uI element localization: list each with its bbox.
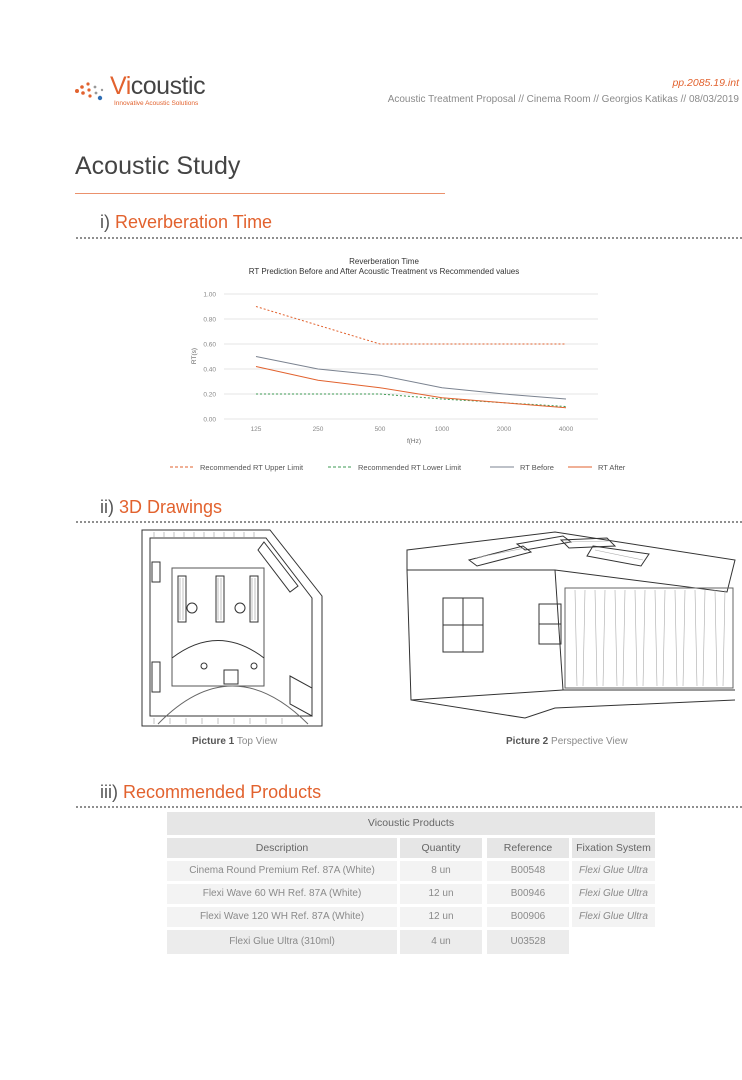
- legend-label: RT Before: [520, 463, 554, 472]
- column-header-fixation: Fixation System: [572, 838, 655, 858]
- legend-label: Recommended RT Lower Limit: [358, 463, 462, 472]
- chart-subtitle: RT Prediction Before and After Acoustic Treatment vs Recommended values: [248, 267, 520, 276]
- section-heading-drawings: ii) 3D Drawings: [100, 497, 223, 517]
- x-axis-label: f(Hz): [406, 438, 422, 445]
- y-tick-label: 0.20: [203, 391, 216, 399]
- legend-label: RT After: [598, 463, 626, 472]
- document-reference: pp.2085.19.int: [672, 77, 739, 89]
- x-tick-label: 250: [312, 426, 324, 433]
- y-tick-label: 0.40: [203, 366, 216, 374]
- table-cell-reference: U03528: [487, 930, 569, 954]
- chart-title: Reverberation Time: [349, 257, 419, 266]
- section-heading-products: iii) Recommended Products: [100, 782, 322, 802]
- legend-label: Recommended RT Upper Limit: [200, 463, 304, 472]
- x-tick-label: 1000: [434, 426, 450, 433]
- section-divider: [76, 521, 742, 523]
- table-cell-fixation: Flexi Glue Ultra: [572, 907, 655, 927]
- x-tick-label: 4000: [558, 426, 574, 433]
- column-header-quantity: Quantity: [400, 838, 482, 858]
- perspective-view-drawing: [405, 530, 740, 725]
- table-cell-reference: B00548: [487, 861, 569, 881]
- table-title: Vicoustic Products: [167, 812, 655, 835]
- reverberation-chart: [160, 250, 640, 480]
- caption-perspective-view: Picture 2 Perspective View: [506, 736, 628, 747]
- title-underline: [75, 193, 445, 194]
- table-cell-fixation: Flexi Glue Ultra: [572, 884, 655, 904]
- table-cell-description: Flexi Glue Ultra (310ml): [167, 930, 397, 954]
- vicoustic-logo-icon: [74, 78, 108, 104]
- column-header-reference: Reference: [487, 838, 569, 858]
- table-cell-reference: B00906: [487, 907, 569, 927]
- table-cell-quantity: 12 un: [400, 884, 482, 904]
- document-meta: Acoustic Treatment Proposal // Cinema Room // Georgios Katikas // 08/03/2019: [387, 94, 739, 105]
- table-cell-description: Cinema Round Premium Ref. 87A (White): [167, 861, 397, 881]
- table-cell-description: Flexi Wave 60 WH Ref. 87A (White): [167, 884, 397, 904]
- y-tick-label: 1.00: [203, 291, 216, 299]
- section-divider: [76, 237, 742, 239]
- brand-tagline: Innovative Acoustic Solutions: [114, 100, 199, 107]
- section-divider: [76, 806, 742, 808]
- brand-logo: [74, 72, 224, 112]
- brand-name: Vicoustic: [110, 72, 206, 100]
- column-header-description: Description: [167, 838, 397, 858]
- y-tick-label: 0.60: [203, 341, 216, 349]
- x-tick-label: 500: [374, 426, 386, 433]
- table-cell-description: Flexi Wave 120 WH Ref. 87A (White): [167, 907, 397, 927]
- y-tick-label: 0.80: [203, 316, 216, 324]
- table-cell-reference: B00946: [487, 884, 569, 904]
- page-title: Acoustic Study: [75, 152, 241, 180]
- series-line-3: [256, 367, 566, 408]
- series-line-0: [256, 307, 566, 345]
- caption-top-view: Picture 1 Top View: [192, 736, 278, 747]
- y-tick-label: 0.00: [203, 416, 216, 424]
- table-cell-fixation: Flexi Glue Ultra: [572, 861, 655, 881]
- x-tick-label: 2000: [496, 426, 512, 433]
- section-heading-reverberation: i) Reverberation Time: [100, 212, 273, 232]
- top-view-drawing: [140, 528, 325, 728]
- y-axis-label: RT(s): [191, 347, 198, 365]
- x-tick-label: 125: [250, 426, 262, 433]
- table-cell-quantity: 4 un: [400, 930, 482, 954]
- table-cell-quantity: 8 un: [400, 861, 482, 881]
- table-cell-quantity: 12 un: [400, 907, 482, 927]
- series-line-1: [256, 394, 566, 407]
